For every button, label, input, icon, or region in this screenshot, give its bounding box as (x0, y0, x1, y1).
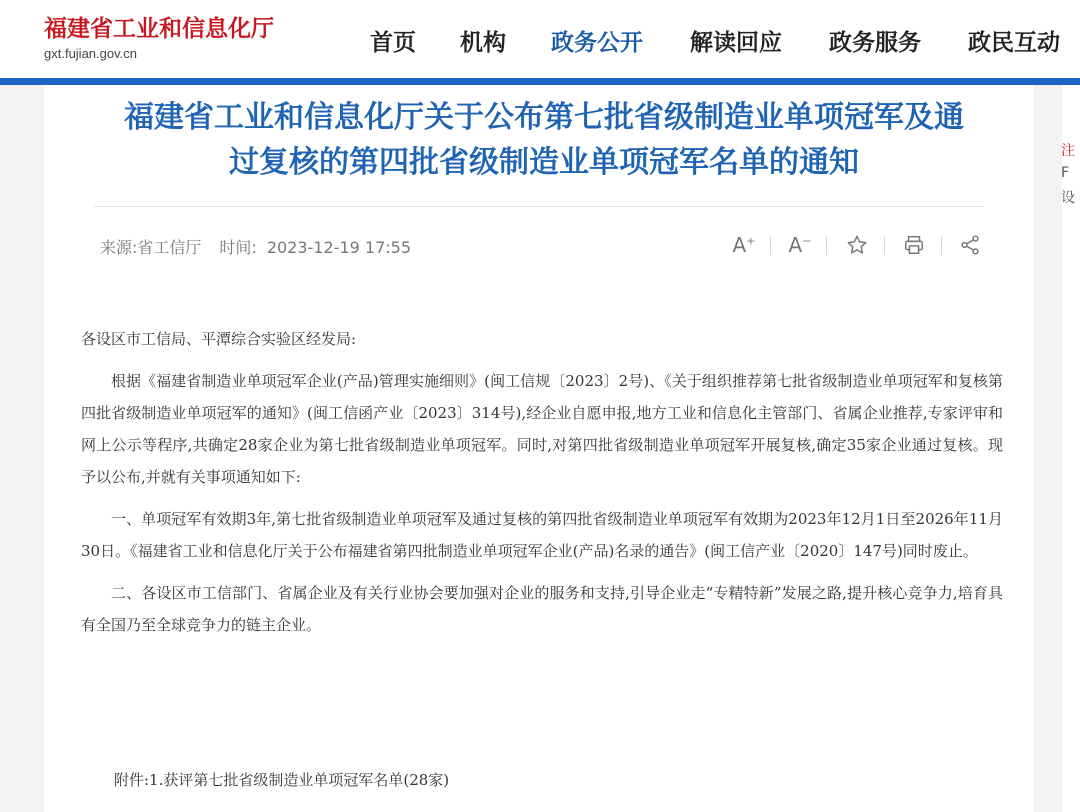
font-larger-button[interactable] (729, 231, 759, 259)
main-nav (0, 24, 1080, 58)
title-divider (94, 206, 984, 207)
article-panel (44, 85, 1034, 812)
article-attachment[interactable]: 附件:1.获评第七批省级制造业单项冠军名单(28家) (114, 771, 450, 789)
star-icon (846, 234, 868, 256)
right-panel-text: 设 (1061, 190, 1075, 206)
nav-public-interaction[interactable]: 政民互动 (968, 30, 1060, 56)
article-source: 来源:省工信厅 (100, 238, 202, 257)
share-icon (959, 234, 981, 256)
font-larger-icon: A+ (732, 233, 756, 257)
article-time-value: 2023-12-19 17:55 (266, 238, 411, 257)
toolbar-separator (770, 237, 771, 255)
article-body (81, 323, 1003, 651)
article-meta (100, 235, 429, 258)
favorite-button[interactable] (842, 231, 872, 259)
nav-government-services[interactable]: 政务服务 (829, 30, 921, 56)
article-time-label: 时间: (219, 238, 257, 257)
nav-interpretation-response[interactable]: 解读回应 (690, 30, 782, 56)
print-button[interactable] (899, 231, 929, 259)
right-side-panel-edge (1062, 85, 1080, 812)
toolbar-separator (826, 237, 827, 255)
article-title (74, 95, 1014, 185)
font-smaller-icon: A− (788, 233, 812, 257)
article-title-line-1: 福建省工业和信息化厅关于公布第七批省级制造业单项冠军及通 (124, 100, 964, 135)
nav-organization[interactable]: 机构 (460, 30, 506, 56)
right-panel-text: F (1061, 165, 1070, 181)
toolbar-separator (941, 237, 942, 255)
article-paragraph-1: 根据《福建省制造业单项冠军企业(产品)管理实施细则》(闽工信规〔2023〕2号)、《关于组织推荐第七批省级制造业单项冠军和复核第四批省级制造业单项冠军的通知》(闽工信函产业〔2023〕314号),经企业自愿申报,地方工业和信息化主管部门、省属企业推荐,专家评审和网上公示等程序,共确定28家企业为第七批省级制造业单项冠军。同时,对第四批省级制造业单项冠军开展复核,确定35家企业通过复核。现予以公布,并就有关事项通知如下: (81, 372, 1003, 486)
article-title-line-2: 过复核的第四批省级制造业单项冠军名单的通知 (229, 145, 859, 180)
toolbar-separator (884, 237, 885, 255)
right-panel-text: 注 (1061, 143, 1075, 159)
share-button[interactable] (955, 231, 985, 259)
logo-title: 福建省工业和信息化厅 (44, 15, 274, 42)
logo-url: gxt.fujian.gov.cn (44, 46, 137, 61)
font-smaller-button[interactable] (785, 231, 815, 259)
article-paragraph-3: 二、各设区市工信部门、省属企业及有关行业协会要加强对企业的服务和支持,引导企业走“专精特新”发展之路,提升核心竞争力,培育具有全国乃至全球竞争力的链主企业。 (81, 584, 1003, 634)
header-accent-bar (0, 78, 1080, 85)
nav-home[interactable]: 首页 (370, 30, 416, 56)
nav-government-affairs-open[interactable]: 政务公开 (551, 30, 643, 56)
article-paragraph-2: 一、单项冠军有效期3年,第七批省级制造业单项冠军及通过复核的第四批省级制造业单项冠军有效期为2023年12月1日至2026年11月30日。《福建省工业和信息化厅关于公布福建省第四批制造业单项冠军企业(产品)名录的通告》(闽工信产业〔2020〕147号)同时废止。 (81, 510, 1003, 560)
article-salutation: 各设区市工信局、平潭综合实验区经发局: (81, 330, 357, 348)
print-icon (903, 234, 925, 256)
site-header (0, 0, 1080, 78)
